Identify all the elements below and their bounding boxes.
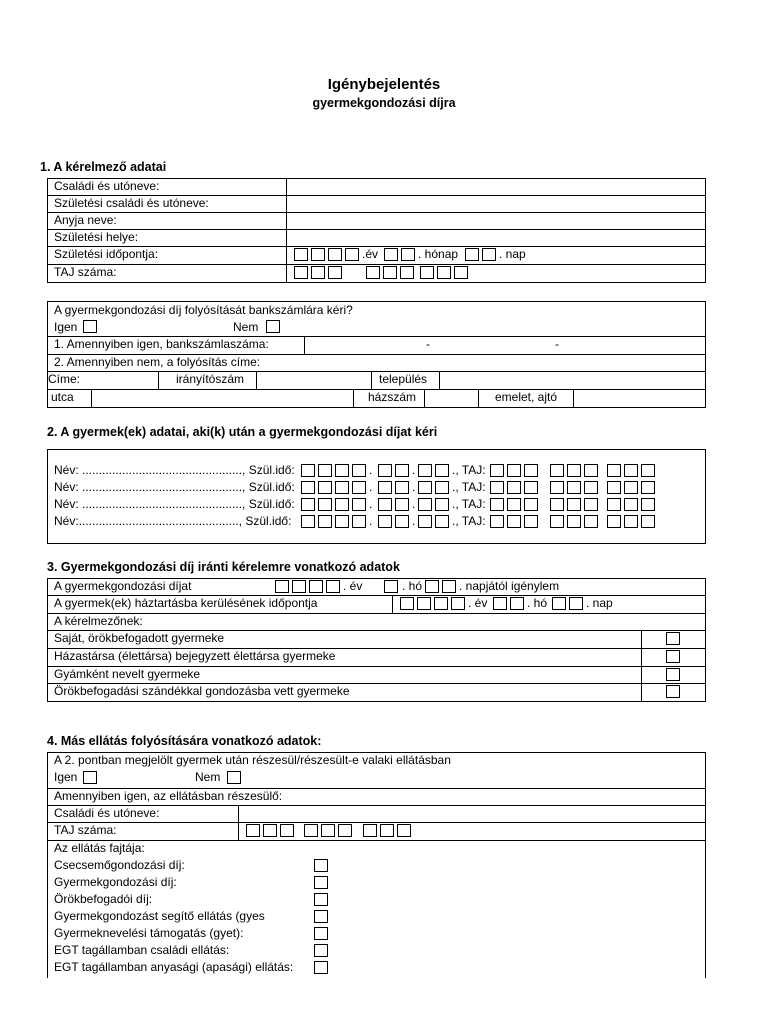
table-rule [392, 595, 393, 613]
table-rule [256, 371, 257, 389]
year-label: . év [343, 579, 363, 593]
child-taj-box[interactable] [490, 515, 504, 528]
child-taj-box[interactable] [567, 515, 581, 528]
child-birth-month-box[interactable] [395, 464, 409, 477]
child-birth-day-box[interactable] [418, 498, 432, 511]
table-rule [47, 449, 705, 450]
child-taj-box[interactable] [641, 464, 655, 477]
no-label: Nem [233, 320, 259, 334]
year-label: .év [362, 247, 379, 261]
table-rule [47, 822, 705, 823]
benefit-type-checkbox[interactable] [314, 876, 328, 889]
applicant-taj-box[interactable] [294, 266, 308, 279]
child-row-label: Név:................................................, Szül.idő: [54, 514, 292, 528]
relation-option-label: Saját, örökbefogadott gyermeke [54, 631, 225, 645]
child-birth-month-box[interactable] [378, 498, 392, 511]
month-label: . hó [527, 596, 548, 610]
recipient-taj-box[interactable] [338, 824, 352, 837]
benefit-type-label: Gyermeknevelési támogatás (gyet): [54, 926, 244, 940]
benefit-type-label: EGT tagállamban családi ellátás: [54, 943, 230, 957]
child-birth-year-box[interactable] [335, 498, 349, 511]
start-year-box[interactable] [326, 580, 340, 593]
taj-label: ., TAJ: [452, 463, 486, 477]
applicant-field-label: Anyja neve: [54, 213, 117, 227]
table-rule [353, 389, 354, 407]
child-birth-year-box[interactable] [335, 464, 349, 477]
applicant-taj-box[interactable] [454, 266, 468, 279]
birth-year-box[interactable] [345, 248, 359, 261]
child-taj-box[interactable] [624, 481, 638, 494]
benefit-type-label: Gyermekgondozást segítő ellátás (gyes [54, 909, 265, 923]
relation-option-checkbox[interactable] [666, 668, 680, 681]
child-birth-month-box[interactable] [378, 464, 392, 477]
household-year-box[interactable] [417, 597, 431, 610]
table-rule [47, 840, 705, 841]
applicant-taj-box[interactable] [383, 266, 397, 279]
recipient-taj-box[interactable] [380, 824, 394, 837]
applicant-field-label: Születési családi és utóneve: [54, 196, 209, 210]
table-rule [47, 543, 705, 544]
applicant-taj-box[interactable] [400, 266, 414, 279]
table-rule [705, 449, 706, 544]
child-birth-month-box[interactable] [395, 498, 409, 511]
birth-year-box[interactable] [294, 248, 308, 261]
child-taj-box[interactable] [567, 481, 581, 494]
child-birth-year-box[interactable] [301, 515, 315, 528]
child-taj-box[interactable] [641, 481, 655, 494]
child-taj-box[interactable] [584, 464, 598, 477]
separator: . [412, 463, 416, 477]
table-rule [478, 389, 479, 407]
start-year-box[interactable] [309, 580, 323, 593]
child-taj-box[interactable] [584, 515, 598, 528]
relation-option-label: Örökbefogadási szándékkal gondozásba vett gyermeke [54, 684, 350, 698]
table-rule [47, 701, 705, 702]
page-title: Igénybejelentés [327, 76, 441, 93]
child-birth-year-box[interactable] [301, 464, 315, 477]
table-rule [705, 752, 706, 978]
floor-door-input[interactable] [574, 390, 704, 407]
child-taj-box[interactable] [641, 515, 655, 528]
recipient-taj-box[interactable] [280, 824, 294, 837]
relation-option-checkbox[interactable] [666, 632, 680, 645]
separator: . [369, 480, 373, 494]
child-birth-day-box[interactable] [418, 481, 432, 494]
child-taj-box[interactable] [490, 464, 504, 477]
day-label: . nap [586, 596, 613, 610]
child-taj-box[interactable] [524, 481, 538, 494]
table-rule [47, 178, 48, 282]
applicant-input-0[interactable] [287, 179, 704, 195]
recipient-name-label: Családi és utóneve: [54, 806, 160, 820]
recipient-taj-box[interactable] [363, 824, 377, 837]
child-taj-box[interactable] [550, 481, 564, 494]
child-taj-box[interactable] [584, 498, 598, 511]
table-rule [158, 371, 159, 389]
child-taj-box[interactable] [607, 481, 621, 494]
child-birth-year-box[interactable] [301, 498, 315, 511]
account-separator: - [426, 337, 430, 351]
benefit-type-label: EGT tagállamban anyasági (apasági) ellátás: [54, 960, 294, 974]
benefit-type-label: Örökbefogadói díj: [54, 892, 153, 906]
applicant-taj-box[interactable] [366, 266, 380, 279]
start-day-box[interactable] [425, 580, 439, 593]
bank-question: A gyermekgondozási díj folyósítását bankszámlára kéri? [54, 303, 353, 317]
child-row-label: Név: ................................................, Szül.idő: [54, 480, 295, 494]
applicant-field-label: Születési időpontja: [54, 247, 159, 261]
child-birth-day-box[interactable] [435, 464, 449, 477]
child-birth-year-box[interactable] [318, 498, 332, 511]
child-birth-year-box[interactable] [318, 481, 332, 494]
applicant-input-3[interactable] [287, 230, 704, 246]
applicant-taj-box[interactable] [328, 266, 342, 279]
relation-option-label: Házastársa (élettársa) bejegyzett élettársa gyermeke [54, 649, 336, 663]
account-label: 1. Amennyiben igen, bankszámlaszáma: [54, 337, 269, 351]
applicant-field-label: Családi és utóneve: [54, 179, 160, 193]
table-rule [47, 752, 48, 978]
child-birth-year-box[interactable] [335, 515, 349, 528]
child-taj-box[interactable] [507, 515, 521, 528]
recipient-taj-box[interactable] [321, 824, 335, 837]
household-year-box[interactable] [451, 597, 465, 610]
child-taj-box[interactable] [524, 515, 538, 528]
household-year-box[interactable] [434, 597, 448, 610]
child-birth-day-box[interactable] [435, 481, 449, 494]
birth-year-box[interactable] [328, 248, 342, 261]
house-number-label: házszám [368, 390, 417, 404]
household-year-box[interactable] [400, 597, 414, 610]
benefit-type-checkbox[interactable] [314, 910, 328, 923]
bank-yes-checkbox[interactable] [83, 320, 97, 333]
child-taj-box[interactable] [607, 515, 621, 528]
child-birth-day-box[interactable] [418, 464, 432, 477]
child-taj-box[interactable] [624, 498, 638, 511]
section-1-heading: 1. A kérelmező adatai [40, 160, 167, 174]
table-rule [705, 578, 706, 702]
child-birth-month-box[interactable] [395, 515, 409, 528]
taj-label: ., TAJ: [452, 497, 486, 511]
table-rule [705, 178, 706, 283]
yes-label: Igen [54, 770, 78, 784]
benefit-type-checkbox[interactable] [314, 961, 328, 974]
child-birth-year-box[interactable] [318, 464, 332, 477]
child-birth-month-box[interactable] [378, 515, 392, 528]
child-taj-box[interactable] [524, 464, 538, 477]
benefit-kind-label: Az ellátás fajtája: [54, 841, 145, 855]
table-rule [47, 613, 705, 614]
recipient-name-input[interactable] [239, 806, 704, 822]
benefit-type-checkbox[interactable] [314, 859, 328, 872]
street-label: utca [51, 390, 74, 404]
applicant-taj-box[interactable] [437, 266, 451, 279]
child-birth-year-box[interactable] [352, 515, 366, 528]
child-taj-box[interactable] [507, 498, 521, 511]
section-2-heading: 2. A gyermek(ek) adatai, aki(k) után a gyermekgondozási díjat kéri [47, 425, 438, 439]
child-taj-box[interactable] [584, 481, 598, 494]
benefit-type-checkbox[interactable] [314, 944, 328, 957]
table-rule [47, 282, 705, 283]
birth-month-box[interactable] [401, 248, 415, 261]
section-4-heading: 4. Más ellátás folyósítására vonatkozó adatok: [47, 734, 322, 748]
child-taj-box[interactable] [550, 498, 564, 511]
child-taj-box[interactable] [624, 464, 638, 477]
separator: . [412, 514, 416, 528]
taj-label: ., TAJ: [452, 480, 486, 494]
taj-label: ., TAJ: [452, 514, 486, 528]
table-rule [371, 371, 372, 389]
month-label: . hónap [418, 247, 459, 261]
bank-account-input[interactable] [305, 337, 704, 354]
benefit-type-checkbox[interactable] [314, 893, 328, 906]
separator: . [412, 480, 416, 494]
start-date-label: A gyermekgondozási díjat [54, 579, 192, 593]
address-label: 2. Amennyiben nem, a folyósítás címe: [54, 355, 261, 369]
relation-option-label: Gyámként nevelt gyermeke [54, 667, 201, 681]
child-taj-box[interactable] [550, 464, 564, 477]
household-date-label: A gyermek(ek) háztartásba kerülésének időpontja [54, 596, 318, 610]
table-rule [47, 407, 705, 408]
start-day-box[interactable] [442, 580, 456, 593]
table-rule [424, 389, 425, 407]
zip-label: irányítószám [176, 372, 245, 386]
day-label: . nap [499, 247, 526, 261]
relation-option-checkbox[interactable] [666, 685, 680, 698]
applicant-input-2[interactable] [287, 213, 704, 229]
child-taj-box[interactable] [567, 498, 581, 511]
separator: . [369, 514, 373, 528]
recipient-taj-label: TAJ száma: [54, 823, 117, 837]
child-birth-day-box[interactable] [435, 498, 449, 511]
child-taj-box[interactable] [524, 498, 538, 511]
benefit-type-checkbox[interactable] [314, 927, 328, 940]
separator: . [412, 497, 416, 511]
start-year-box[interactable] [275, 580, 289, 593]
child-taj-box[interactable] [607, 464, 621, 477]
child-taj-box[interactable] [641, 498, 655, 511]
recipient-label: Amennyiben igen, az ellátásban részesülő: [54, 789, 283, 803]
bank-no-checkbox[interactable] [266, 320, 280, 333]
relation-option-checkbox[interactable] [666, 650, 680, 663]
start-date-suffix: . napjától igénylem [459, 579, 560, 593]
child-taj-box[interactable] [567, 464, 581, 477]
child-birth-year-box[interactable] [352, 464, 366, 477]
recipient-taj-box[interactable] [263, 824, 277, 837]
child-taj-box[interactable] [550, 515, 564, 528]
child-taj-box[interactable] [607, 498, 621, 511]
other-benefit-yes-checkbox[interactable] [83, 771, 97, 784]
birth-day-box[interactable] [465, 248, 479, 261]
birth-year-box[interactable] [311, 248, 325, 261]
benefit-type-label: Gyermekgondozási díj: [54, 875, 177, 889]
applicant-taj-box[interactable] [420, 266, 434, 279]
child-birth-year-box[interactable] [318, 515, 332, 528]
year-label: . év [468, 596, 488, 610]
child-birth-year-box[interactable] [335, 481, 349, 494]
table-rule [47, 449, 48, 543]
child-birth-year-box[interactable] [352, 481, 366, 494]
no-label: Nem [195, 770, 221, 784]
table-rule [705, 301, 706, 408]
child-taj-box[interactable] [490, 498, 504, 511]
child-taj-box[interactable] [507, 481, 521, 494]
household-month-box[interactable] [493, 597, 507, 610]
child-birth-day-box[interactable] [418, 515, 432, 528]
benefit-type-label: Csecsemőgondozási díj: [54, 858, 185, 872]
child-birth-day-box[interactable] [435, 515, 449, 528]
applicant-relation-label: A kérelmezőnek: [54, 614, 143, 628]
child-birth-year-box[interactable] [352, 498, 366, 511]
account-separator: - [555, 337, 559, 351]
yes-label: Igen [54, 320, 78, 334]
child-row-label: Név: ................................................, Szül.idő: [54, 463, 295, 477]
separator: . [369, 497, 373, 511]
child-taj-box[interactable] [507, 464, 521, 477]
birth-day-box[interactable] [482, 248, 496, 261]
child-taj-box[interactable] [490, 481, 504, 494]
child-row-label: Név: ................................................, Szül.idő: [54, 497, 295, 511]
start-year-box[interactable] [292, 580, 306, 593]
start-month-box[interactable] [384, 580, 398, 593]
applicant-input-1[interactable] [287, 196, 704, 212]
page-subtitle: gyermekgondozási díjra [312, 96, 456, 110]
applicant-field-label: Születési helye: [54, 230, 139, 244]
recipient-taj-box[interactable] [397, 824, 411, 837]
household-month-box[interactable] [510, 597, 524, 610]
city-input[interactable] [440, 372, 704, 389]
recipient-taj-box[interactable] [304, 824, 318, 837]
recipient-taj-box[interactable] [246, 824, 260, 837]
birth-month-box[interactable] [384, 248, 398, 261]
table-rule [47, 264, 705, 265]
address-label: Címe: [48, 372, 81, 386]
separator: . [369, 463, 373, 477]
child-birth-month-box[interactable] [378, 481, 392, 494]
floor-door-label: emelet, ajtó [495, 390, 558, 404]
month-label: . hó [402, 579, 423, 593]
street-input[interactable] [92, 390, 353, 407]
applicant-taj-box[interactable] [311, 266, 325, 279]
applicant-field-label: TAJ száma: [54, 265, 117, 279]
section-3-heading: 3. Gyermekgondozási díj iránti kérelemre vonatkozó adatok [47, 560, 400, 574]
other-benefit-question: A 2. pontban megjelölt gyermek után részesül/részesült-e valaki ellátásban [54, 753, 451, 767]
child-birth-year-box[interactable] [301, 481, 315, 494]
household-day-box[interactable] [569, 597, 583, 610]
city-label: település [379, 372, 428, 386]
child-birth-month-box[interactable] [395, 481, 409, 494]
other-benefit-no-checkbox[interactable] [227, 771, 241, 784]
table-rule [641, 630, 642, 701]
child-taj-box[interactable] [624, 515, 638, 528]
household-day-box[interactable] [552, 597, 566, 610]
